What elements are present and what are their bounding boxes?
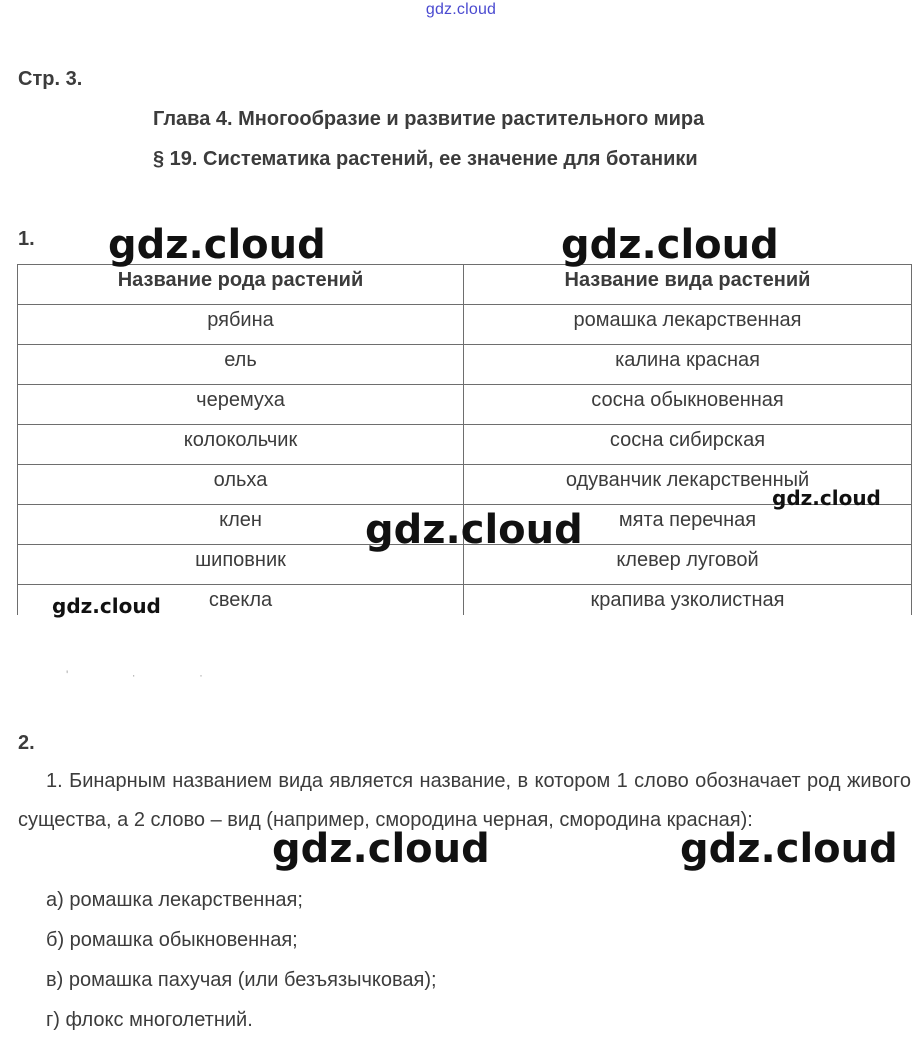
genus-cell: ель — [18, 345, 464, 385]
chapter-title: Глава 4. Многообразие и развитие растительного мира — [153, 108, 705, 130]
header-species: Название вида растений — [464, 265, 912, 305]
genus-cell: свекла — [18, 585, 464, 616]
genus-cell: клен — [18, 505, 464, 545]
watermark: gdz.cloud — [772, 486, 881, 510]
watermark-top: gdz.cloud — [425, 1, 497, 18]
genus-cell: ольха — [18, 465, 464, 505]
table-row — [18, 305, 912, 345]
table-row — [18, 385, 912, 425]
task-2-number: 2. — [18, 732, 35, 754]
page-label: Стр. 3. — [18, 68, 83, 90]
species-cell: крапива узколистная — [464, 585, 912, 616]
watermark: gdz.cloud — [365, 507, 583, 553]
watermark: gdz.cloud — [108, 222, 326, 268]
scan-specks: ' · · — [66, 668, 233, 682]
species-cell: сосна обыкновенная — [464, 385, 912, 425]
watermark: gdz.cloud — [680, 826, 898, 872]
task-2-paragraph-text: 1. Бинарным названием вида является название, в котором 1 слово обозначает род живого существа, а 2 слово – вид (например, смородина черная, смородина красная): — [18, 770, 911, 831]
watermark: gdz.cloud — [561, 222, 779, 268]
watermark: gdz.cloud — [52, 594, 161, 618]
species-cell: ромашка лекарственная — [464, 305, 912, 345]
section-title: § 19. Систематика растений, ее значение для ботаники — [153, 148, 698, 170]
table-row — [18, 425, 912, 465]
plants-table — [17, 264, 912, 615]
table-row — [18, 345, 912, 385]
answer-item-a: а) ромашка лекарственная; — [46, 889, 303, 911]
genus-cell: колокольчик — [18, 425, 464, 465]
watermark: gdz.cloud — [272, 826, 490, 872]
task-1-number: 1. — [18, 228, 35, 250]
table-header-row — [18, 265, 912, 305]
species-cell: мята перечная — [464, 505, 912, 545]
header-genus: Название рода растений — [18, 265, 464, 305]
genus-cell: рябина — [18, 305, 464, 345]
species-cell: сосна сибирская — [464, 425, 912, 465]
species-cell: калина красная — [464, 345, 912, 385]
answer-item-b: б) ромашка обыкновенная; — [46, 929, 298, 951]
species-cell: одуванчик лекарственный — [464, 465, 912, 505]
answer-item-c: в) ромашка пахучая (или безъязычковая); — [46, 969, 437, 991]
species-cell: клевер луговой — [464, 545, 912, 585]
genus-cell: шиповник — [18, 545, 464, 585]
genus-cell: черемуха — [18, 385, 464, 425]
answer-item-d: г) флокс многолетний. — [46, 1009, 253, 1031]
